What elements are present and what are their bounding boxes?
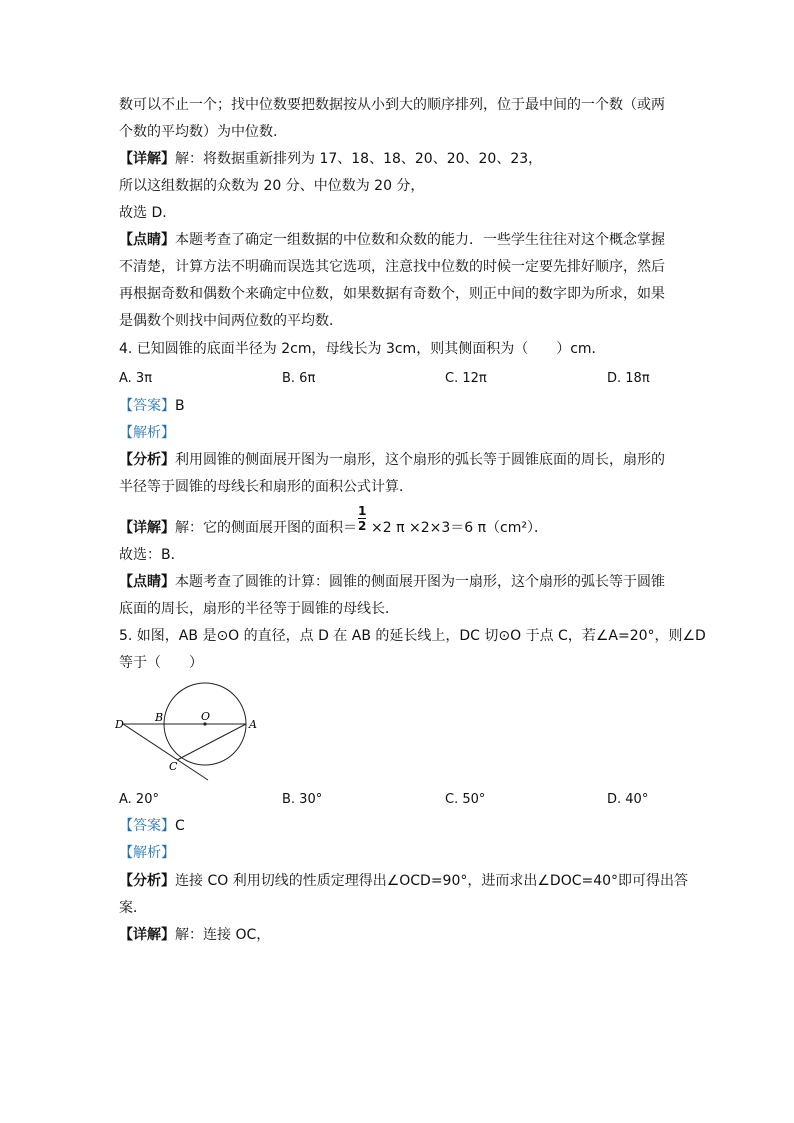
q4-option-a: A. 3π bbox=[119, 371, 153, 386]
detail-post: ×2 π ×2×3＝6 π（cm²）． bbox=[371, 520, 548, 536]
q4-conclusion: 故选：B． bbox=[119, 547, 185, 563]
fenxi-tag: 【分析】 bbox=[119, 452, 175, 468]
label-d: D bbox=[115, 718, 124, 731]
answer-tag: 【答案】 bbox=[119, 818, 175, 834]
text-line: 个数的平均数）为中位数. bbox=[119, 124, 278, 140]
q5-option-a: A. 20° bbox=[119, 792, 159, 807]
label-a: A bbox=[249, 718, 257, 731]
q4-option-d: D. 18π bbox=[607, 371, 650, 386]
detail-tag: 【详解】 bbox=[119, 520, 175, 536]
answer-value: B bbox=[175, 398, 185, 414]
q4-fenxi-line bbox=[119, 450, 665, 470]
chord-ac bbox=[177, 724, 246, 760]
fraction-denominator: 2 bbox=[358, 519, 367, 533]
label-o: O bbox=[201, 710, 211, 723]
q4-analysis-tag: 【解析】 bbox=[119, 425, 175, 441]
fenxi-tag: 【分析】 bbox=[119, 873, 175, 889]
question-4-stem: 4. 已知圆锥的底面半径为 2cm，母线长为 3cm，则其侧面积为（ ）cm． bbox=[119, 341, 606, 357]
text-line: 底面的周长，扇形的半径等于圆锥的母线长． bbox=[119, 601, 399, 617]
answer-tag: 【答案】 bbox=[119, 398, 175, 414]
dianjing-text: 本题考查了圆锥的计算：圆锥的侧面展开图为一扇形，这个扇形的弧长等于圆锥 bbox=[175, 574, 665, 590]
text-line: 案． bbox=[119, 900, 147, 916]
text-line: 故选 D. bbox=[119, 205, 167, 221]
q4-detail-line bbox=[119, 518, 548, 538]
text-line: 半径等于圆锥的母线长和扇形的面积公式计算． bbox=[119, 479, 413, 495]
detail-line bbox=[119, 149, 542, 169]
text-line: 数可以不止一个；找中位数要把数据按从小到大的顺序排列，位于最中间的一个数（或两 bbox=[119, 97, 665, 113]
q5-option-d: D. 40° bbox=[607, 792, 649, 807]
fenxi-text: 连接 CO 利用切线的性质定理得出∠OCD=90°，进而求出∠DOC=40°即可得出答 bbox=[175, 873, 689, 889]
detail-tag: 【详解】 bbox=[119, 151, 175, 167]
q5-option-c: C. 50° bbox=[445, 792, 486, 807]
text-line: 是偶数个则找中间两位数的平均数． bbox=[119, 313, 343, 329]
question-5-stem-cont: 等于（ ） bbox=[119, 655, 203, 671]
dianjing-tag: 【点睛】 bbox=[119, 574, 175, 590]
fenxi-text: 利用圆锥的侧面展开图为一扇形，这个扇形的弧长等于圆锥底面的周长，扇形的 bbox=[175, 452, 665, 468]
detail-tag: 【详解】 bbox=[119, 927, 175, 943]
detail-pre: 解：它的侧面展开图的面积＝ bbox=[175, 520, 357, 536]
tangent-dc bbox=[123, 724, 208, 780]
q4-dianjing-line bbox=[119, 572, 665, 592]
label-c: C bbox=[169, 760, 178, 773]
dianjing-line bbox=[119, 230, 665, 250]
dianjing-tag: 【点睛】 bbox=[119, 232, 175, 248]
q4-answer-line bbox=[119, 396, 185, 416]
answer-value: C bbox=[175, 818, 185, 834]
q5-option-b: B. 30° bbox=[282, 792, 323, 807]
question-5-stem: 5. 如图，AB 是⊙O 的直径，点 D 在 AB 的延长线上，DC 切⊙O 于点 C，若∠A=20°，则∠D bbox=[119, 628, 706, 644]
text-line: 所以这组数据的众数为 20 分、中位数为 20 分， bbox=[119, 178, 425, 194]
geometry-figure bbox=[115, 678, 265, 788]
detail-text: 解：连接 OC， bbox=[175, 927, 271, 943]
text-line: 再根据奇数和偶数个来确定中位数，如果数据有奇数个，则正中间的数字即为所求，如果 bbox=[119, 286, 665, 302]
q4-option-b: B. 6π bbox=[282, 371, 316, 386]
detail-text: 解：将数据重新排列为 17、18、18、20、20、20、23， bbox=[175, 151, 543, 167]
q5-fenxi-line bbox=[119, 871, 688, 891]
dianjing-text: 本题考查了确定一组数据的中位数和众数的能力．一些学生往往对这个概念掌握 bbox=[175, 232, 665, 248]
q4-option-c: C. 12π bbox=[445, 371, 487, 386]
text-line: 不清楚，计算方法不明确而误选其它选项，注意找中位数的时候一定要先排好顺序，然后 bbox=[119, 259, 665, 275]
q5-analysis-tag: 【解析】 bbox=[119, 845, 175, 861]
q5-detail-line bbox=[119, 925, 270, 945]
q5-answer-line bbox=[119, 816, 185, 836]
fraction-numerator: 1 bbox=[358, 504, 367, 518]
label-b: B bbox=[155, 711, 164, 724]
